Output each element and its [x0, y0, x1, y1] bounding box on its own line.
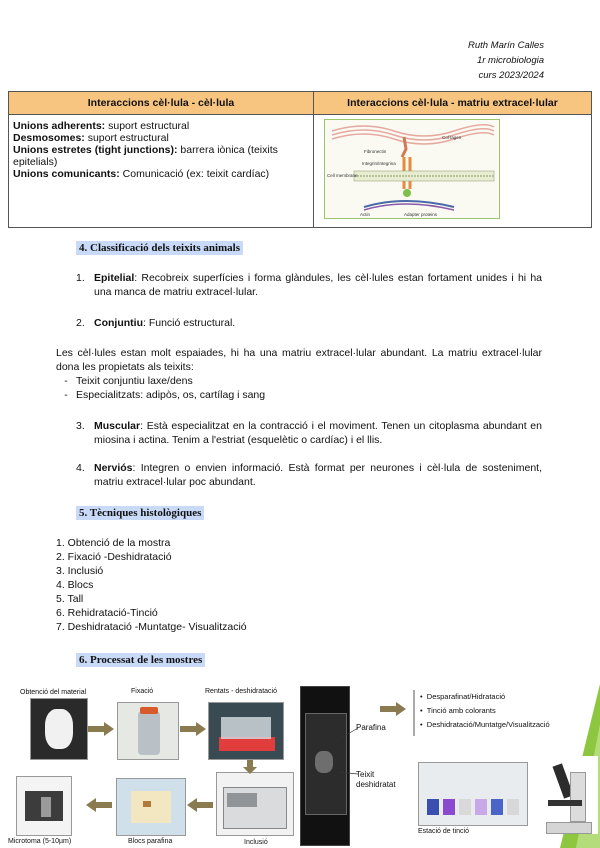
- junction-row: Unions adherents: suport estructural: [13, 120, 190, 132]
- caption-parafina: Parafina: [356, 723, 386, 732]
- connective-paragraph: Les cèl·lules estan molt espaiades, hi ha una matriu extracel·lular abundant. La matriu extracel·lular dona les propietats als teixits:: [56, 347, 542, 373]
- tissue-item-muscular: 3. Muscular: Està especialitzat en la contracció i el moviment. Tenen un citoplasma abundant en miosina i actina. Tenim a l'estriat (esquelètic o cardíac) i el llis.: [76, 420, 542, 446]
- step-item: 2. Fixació -Deshidratació: [56, 551, 172, 563]
- section-6-heading: 6. Processat de les mostres: [76, 654, 205, 666]
- interactions-table: [8, 91, 592, 228]
- right-step: • Tinció amb colorants: [420, 706, 496, 715]
- caption-blocs: Blocs parafina: [128, 838, 173, 845]
- photo-rentats: [208, 702, 284, 760]
- caption-rentats: Rentats - deshidratació: [205, 688, 277, 695]
- document-header: [468, 38, 544, 83]
- tissue-item-nervous: 4. Nerviós: Integren o envien informació. Està format per neurones i cèl·lula de sosteniment, matriu extracel·lular poc abundant.: [76, 462, 542, 488]
- label-fibronectin: Fibronectin: [364, 149, 387, 154]
- cell-membrane: [354, 171, 494, 181]
- caption-inclusio: Inclusió: [244, 839, 268, 846]
- photo-microtom: [16, 776, 72, 836]
- tissue-item-epithelial: 1. Epitelial: Recobreix superfícies i forma glàndules, les cèl·lules estan fortament unides i hi ha una manca de matriu extracel·lular.: [76, 272, 542, 298]
- label-adapter: Adapter proteins: [404, 212, 438, 217]
- adapter-protein-shape: [403, 189, 411, 197]
- step-item: 7. Deshidratació -Muntatge- Visualització: [56, 621, 247, 633]
- step-item: 3. Inclusió: [56, 565, 104, 577]
- step-item: 4. Blocs: [56, 579, 94, 591]
- caption-fixacio: Fixació: [131, 688, 154, 695]
- label-collagen: Col·lagen: [442, 135, 462, 140]
- course-label: 1r microbiologia: [476, 55, 544, 66]
- table-header-cell-matrix: Interaccions cèl·lula - matriu extracel·lular: [314, 92, 592, 115]
- photo-fixacio: [117, 702, 179, 760]
- arrow-left-icon: [86, 798, 112, 812]
- histology-steps-list: [56, 536, 247, 634]
- right-step: • Desparafinat/Hidratació: [420, 692, 506, 701]
- step-item: 6. Rehidratació-Tinció: [56, 607, 158, 619]
- right-steps-list: [420, 690, 550, 732]
- year-label: curs 2023/2024: [478, 70, 544, 81]
- tissue-item-connective: 2. Conjuntiu: Funció estructural.: [76, 317, 236, 329]
- table-header-cell-cell: Interaccions cèl·lula - cèl·lula: [9, 92, 314, 115]
- bullet-item: - Teixit conjuntiu laxe/dens: [64, 375, 193, 387]
- label-actin: Actin: [360, 212, 371, 217]
- arrow-right-icon: [180, 722, 206, 736]
- arrow-right-icon: [380, 702, 406, 716]
- label-integrin: Integrin/Integrina: [362, 161, 396, 166]
- arrow-right-icon: [88, 722, 114, 736]
- photo-obtencio: [30, 698, 88, 760]
- right-step: • Deshidratació/Muntatge/Visualització: [420, 720, 550, 729]
- cell-matrix-diagram: [324, 119, 500, 219]
- caption-microtom: Microtoma (5-10µm): [8, 838, 72, 845]
- photo-blocs: [116, 778, 186, 836]
- junction-row: Unions estretes (tight junctions): barrera iònica (teixits epitelials): [13, 144, 278, 168]
- caption-teixit: Teixit deshidratat: [356, 770, 396, 789]
- junction-row: Desmosomes: suport estructural: [13, 132, 169, 144]
- table-cell-matrix: [314, 115, 592, 228]
- junction-row: Unions comunicants: Comunicació (ex: teixit cardíac): [13, 168, 270, 180]
- arrow-left-icon: [187, 798, 213, 812]
- photo-estacio-tincio: [418, 762, 528, 826]
- bullet-item: - Especialitzats: adipòs, os, cartílag i sang: [64, 389, 266, 401]
- author-name: Ruth Marín Calles: [467, 40, 544, 51]
- section-4-heading: 4. Classificació dels teixits animals: [76, 242, 243, 254]
- pointer-lines: [330, 726, 358, 796]
- caption-estacio: Estació de tinció: [418, 828, 469, 835]
- table-cell-cell: [9, 115, 314, 228]
- step-item: 5. Tall: [56, 593, 84, 605]
- label-membrane: Cell membrane: [327, 173, 358, 178]
- step-item: 1. Obtenció de la mostra: [56, 537, 171, 549]
- section-5-heading: 5. Tècniques histològiques: [76, 507, 204, 519]
- photo-microscope: [540, 756, 598, 834]
- caption-obtencio: Obtenció del material: [20, 689, 87, 696]
- bracket-line: [412, 690, 416, 736]
- connective-bullets: [56, 374, 542, 402]
- photo-inclusio: [216, 772, 294, 836]
- arrow-down-icon: [243, 760, 257, 774]
